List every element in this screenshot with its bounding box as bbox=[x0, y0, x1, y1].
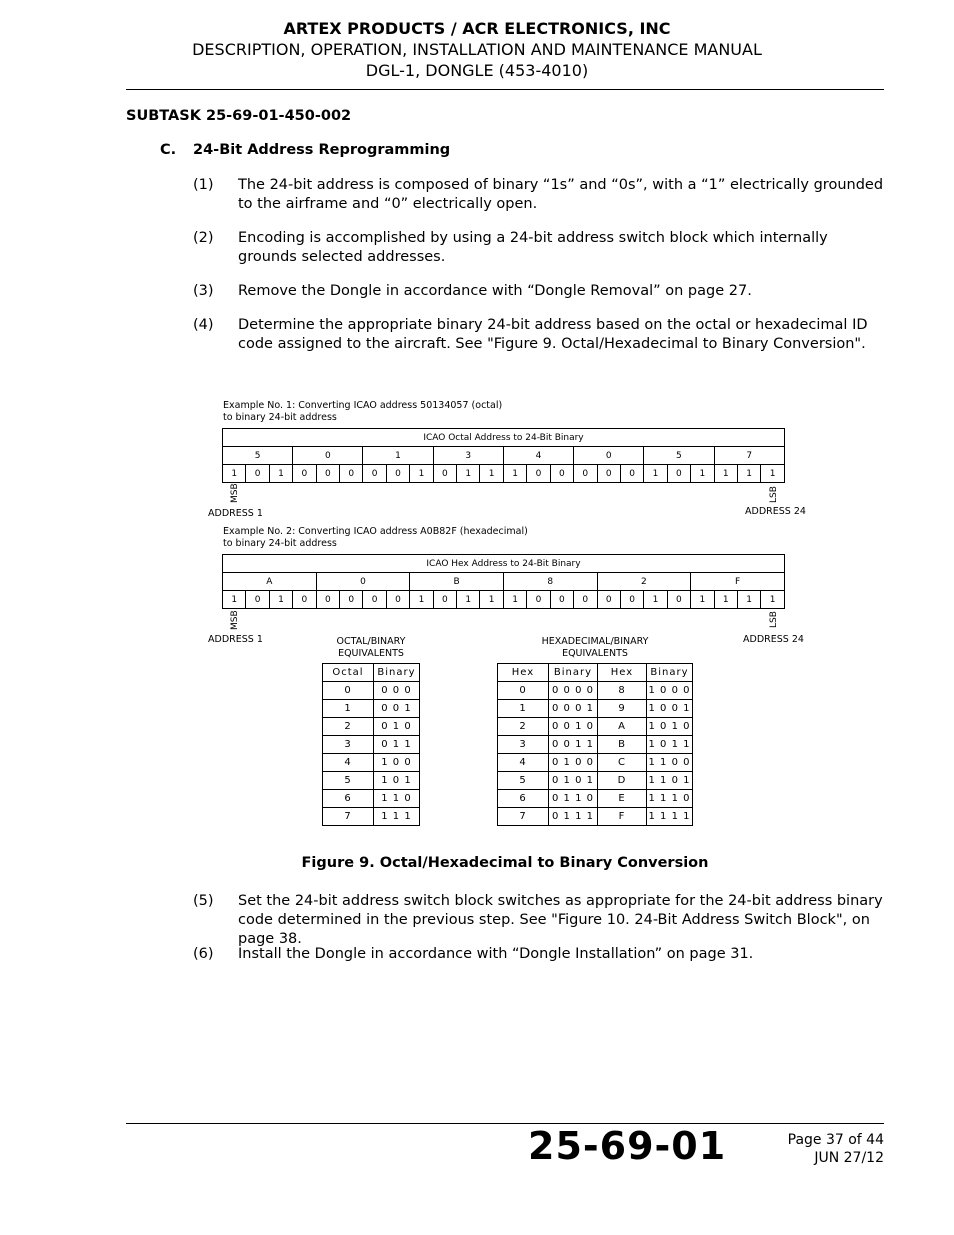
octal-header: Octal bbox=[323, 664, 374, 682]
binary-value: 0 0 1 bbox=[374, 700, 420, 718]
hex-equivalents-title: HEXADECIMAL/BINARY EQUIVALENTS bbox=[541, 636, 649, 659]
bit-cell: 0 bbox=[363, 591, 386, 609]
hex-value: B bbox=[598, 736, 647, 754]
hex-value: 0 bbox=[498, 682, 549, 700]
hex-bit-row bbox=[223, 591, 785, 609]
address-digit-cell: 7 bbox=[714, 447, 784, 465]
binary-value: 0 1 0 bbox=[374, 718, 420, 736]
bit-cell: 0 bbox=[386, 465, 409, 483]
example2-caption: Example No. 2: Converting ICAO address A0B82F (hexadecimal) to binary 24-bit address bbox=[223, 526, 528, 549]
bit-cell: 0 bbox=[340, 465, 363, 483]
binary-value: 1 1 0 0 bbox=[647, 754, 693, 772]
hex-value: 5 bbox=[498, 772, 549, 790]
octal-value: 0 bbox=[323, 682, 374, 700]
binary-value: 1 1 1 0 bbox=[647, 790, 693, 808]
step-number: (6) bbox=[193, 946, 214, 962]
section-title: 24-Bit Address Reprogramming bbox=[193, 142, 451, 158]
table-row bbox=[498, 790, 693, 808]
address-24-label: ADDRESS 24 bbox=[745, 506, 806, 517]
octal-equivalents-title: OCTAL/BINARY EQUIVALENTS bbox=[336, 636, 406, 659]
address-digit-cell: 4 bbox=[503, 447, 573, 465]
address-digit-cell: 8 bbox=[503, 573, 597, 591]
bit-cell: 1 bbox=[410, 465, 433, 483]
bit-cell: 0 bbox=[316, 465, 339, 483]
octal-value: 4 bbox=[323, 754, 374, 772]
header-manual: DESCRIPTION, OPERATION, INSTALLATION AND MAINTENANCE MANUAL bbox=[192, 40, 762, 59]
binary-value: 0 1 1 bbox=[374, 736, 420, 754]
bit-cell: 1 bbox=[644, 465, 667, 483]
footer-chapter-code: 25-69-01 bbox=[528, 1124, 727, 1168]
address-1-label: ADDRESS 1 bbox=[208, 634, 263, 645]
address-digit-cell: 3 bbox=[433, 447, 503, 465]
table-row bbox=[498, 736, 693, 754]
table-row bbox=[323, 790, 420, 808]
step-number: (2) bbox=[193, 230, 214, 246]
bit-cell: 1 bbox=[714, 591, 737, 609]
octal-bit-row bbox=[223, 465, 785, 483]
hex-conversion-table bbox=[222, 554, 785, 609]
step-text: Remove the Dongle in accordance with “Dongle Removal” on page 27. bbox=[238, 283, 752, 299]
bit-cell: 1 bbox=[503, 465, 526, 483]
bit-cell: 0 bbox=[293, 465, 316, 483]
bit-cell: 0 bbox=[574, 591, 597, 609]
section-letter: C. bbox=[160, 142, 177, 158]
table-row bbox=[498, 772, 693, 790]
bit-cell: 0 bbox=[667, 465, 690, 483]
example1-caption: Example No. 1: Converting ICAO address 50134057 (octal) to binary 24-bit address bbox=[223, 400, 503, 423]
binary-header: Binary bbox=[647, 664, 693, 682]
address-24-label: ADDRESS 24 bbox=[743, 634, 804, 645]
hex-equivalents-table bbox=[497, 663, 693, 826]
binary-value: 0 0 0 1 bbox=[549, 700, 598, 718]
msb-label: MSB bbox=[230, 610, 240, 630]
binary-value: 1 1 0 1 bbox=[647, 772, 693, 790]
binary-value: 0 0 1 1 bbox=[549, 736, 598, 754]
hex-value: C bbox=[598, 754, 647, 772]
binary-value: 1 0 1 0 bbox=[647, 718, 693, 736]
step-text: The 24-bit address is composed of binary “1s” and “0s”, with a “1” electrically grounded to the airframe and “0” electrically open. bbox=[238, 177, 884, 212]
msb-label: MSB bbox=[230, 483, 240, 503]
step-number: (5) bbox=[193, 893, 214, 909]
header-rule bbox=[126, 89, 884, 90]
bit-cell: 0 bbox=[433, 465, 456, 483]
binary-value: 0 1 1 1 bbox=[549, 808, 598, 826]
table-row bbox=[323, 736, 420, 754]
binary-header: Binary bbox=[549, 664, 598, 682]
bit-cell: 1 bbox=[761, 591, 785, 609]
step-text: Encoding is accomplished by using a 24-bit address switch block which internally grounds selected addresses. bbox=[238, 230, 828, 265]
octal-value: 3 bbox=[323, 736, 374, 754]
hex-header: Hex bbox=[598, 664, 647, 682]
bit-cell: 1 bbox=[269, 465, 292, 483]
bit-cell: 0 bbox=[620, 591, 643, 609]
hex-value: A bbox=[598, 718, 647, 736]
bit-cell: 1 bbox=[480, 591, 503, 609]
bit-cell: 0 bbox=[597, 465, 620, 483]
hex-value: D bbox=[598, 772, 647, 790]
step-text: Determine the appropriate binary 24-bit address based on the octal or hexadecimal ID code assigned to the aircraft. See "Figure 9. Octal/Hexadecimal to Binary Conversion". bbox=[238, 317, 868, 352]
address-1-label: ADDRESS 1 bbox=[208, 508, 263, 519]
bit-cell: 0 bbox=[527, 591, 550, 609]
bit-cell: 1 bbox=[410, 591, 433, 609]
address-digit-cell: 0 bbox=[293, 447, 363, 465]
footer-date: JUN 27/12 bbox=[814, 1150, 884, 1166]
step-text: Install the Dongle in accordance with “Dongle Installation” on page 31. bbox=[238, 946, 754, 962]
binary-value: 0 1 0 1 bbox=[549, 772, 598, 790]
octal-table-title: ICAO Octal Address to 24-Bit Binary bbox=[223, 429, 785, 447]
footer-page: Page 37 of 44 bbox=[787, 1132, 884, 1148]
table-row bbox=[498, 682, 693, 700]
hex-value: 2 bbox=[498, 718, 549, 736]
bit-cell: 0 bbox=[293, 591, 316, 609]
octal-value: 1 bbox=[323, 700, 374, 718]
address-digit-cell: 5 bbox=[223, 447, 293, 465]
address-digit-cell: F bbox=[691, 573, 785, 591]
bit-cell: 1 bbox=[457, 465, 480, 483]
table-row bbox=[498, 700, 693, 718]
bit-cell: 1 bbox=[714, 465, 737, 483]
step-text: Set the 24-bit address switch block switches as appropriate for the 24-bit address binary code determined in the previous step. See "Figure 10. 24-Bit Address Switch Block", on page 38. bbox=[238, 893, 883, 947]
octal-equivalents-table bbox=[322, 663, 420, 826]
bit-cell: 0 bbox=[246, 591, 269, 609]
bit-cell: 1 bbox=[761, 465, 785, 483]
bit-cell: 1 bbox=[457, 591, 480, 609]
bit-cell: 0 bbox=[550, 591, 573, 609]
bit-cell: 1 bbox=[269, 591, 292, 609]
bit-cell: 0 bbox=[316, 591, 339, 609]
octal-conversion-table bbox=[222, 428, 785, 483]
table-row bbox=[498, 754, 693, 772]
binary-value: 1 0 0 0 bbox=[647, 682, 693, 700]
binary-value: 1 1 1 bbox=[374, 808, 420, 826]
bit-cell: 1 bbox=[737, 591, 760, 609]
bit-cell: 1 bbox=[223, 465, 246, 483]
binary-header: Binary bbox=[374, 664, 420, 682]
octal-value: 6 bbox=[323, 790, 374, 808]
bit-cell: 1 bbox=[691, 465, 714, 483]
bit-cell: 0 bbox=[620, 465, 643, 483]
bit-cell: 0 bbox=[246, 465, 269, 483]
table-row bbox=[323, 700, 420, 718]
step-number: (1) bbox=[193, 177, 214, 193]
table-row bbox=[323, 682, 420, 700]
bit-cell: 1 bbox=[644, 591, 667, 609]
bit-cell: 1 bbox=[480, 465, 503, 483]
binary-value: 1 0 1 bbox=[374, 772, 420, 790]
step-number: (3) bbox=[193, 283, 214, 299]
hex-value: 1 bbox=[498, 700, 549, 718]
hex-value: 4 bbox=[498, 754, 549, 772]
table-row bbox=[323, 718, 420, 736]
hex-value: E bbox=[598, 790, 647, 808]
hex-header: Hex bbox=[498, 664, 549, 682]
octal-value: 7 bbox=[323, 808, 374, 826]
address-digit-cell: 5 bbox=[644, 447, 714, 465]
header-company: ARTEX PRODUCTS / ACR ELECTRONICS, INC bbox=[283, 19, 671, 38]
address-digit-cell: A bbox=[223, 573, 317, 591]
octal-value: 5 bbox=[323, 772, 374, 790]
hex-value: 3 bbox=[498, 736, 549, 754]
binary-value: 1 1 1 1 bbox=[647, 808, 693, 826]
octal-value: 2 bbox=[323, 718, 374, 736]
binary-value: 1 1 0 bbox=[374, 790, 420, 808]
octal-digit-row bbox=[223, 447, 785, 465]
bit-cell: 1 bbox=[737, 465, 760, 483]
lsb-label: LSB bbox=[769, 611, 779, 628]
hex-table-title: ICAO Hex Address to 24-Bit Binary bbox=[223, 555, 785, 573]
bit-cell: 0 bbox=[667, 591, 690, 609]
binary-value: 1 0 0 bbox=[374, 754, 420, 772]
binary-value: 1 0 1 1 bbox=[647, 736, 693, 754]
table-row bbox=[323, 754, 420, 772]
table-row bbox=[498, 808, 693, 826]
address-digit-cell: 0 bbox=[574, 447, 644, 465]
lsb-label: LSB bbox=[769, 486, 779, 503]
address-digit-cell: B bbox=[410, 573, 504, 591]
bit-cell: 0 bbox=[386, 591, 409, 609]
footer-rule bbox=[126, 1123, 884, 1124]
address-digit-cell: 1 bbox=[363, 447, 433, 465]
address-digit-cell: 2 bbox=[597, 573, 691, 591]
hex-value: 6 bbox=[498, 790, 549, 808]
bit-cell: 0 bbox=[597, 591, 620, 609]
binary-value: 0 0 0 0 bbox=[549, 682, 598, 700]
hex-digit-row bbox=[223, 573, 785, 591]
bit-cell: 0 bbox=[363, 465, 386, 483]
bit-cell: 1 bbox=[691, 591, 714, 609]
bit-cell: 1 bbox=[503, 591, 526, 609]
binary-value: 1 0 0 1 bbox=[647, 700, 693, 718]
hex-value: 7 bbox=[498, 808, 549, 826]
hex-value: 8 bbox=[598, 682, 647, 700]
bit-cell: 0 bbox=[550, 465, 573, 483]
table-row bbox=[323, 808, 420, 826]
subtask-heading: SUBTASK 25-69-01-450-002 bbox=[126, 108, 352, 124]
bit-cell: 0 bbox=[433, 591, 456, 609]
binary-value: 0 0 0 bbox=[374, 682, 420, 700]
binary-value: 0 0 1 0 bbox=[549, 718, 598, 736]
table-row bbox=[498, 718, 693, 736]
bit-cell: 1 bbox=[223, 591, 246, 609]
address-digit-cell: 0 bbox=[316, 573, 410, 591]
header-product: DGL-1, DONGLE (453-4010) bbox=[365, 61, 589, 80]
step-number: (4) bbox=[193, 317, 214, 333]
bit-cell: 0 bbox=[574, 465, 597, 483]
binary-value: 0 1 1 0 bbox=[549, 790, 598, 808]
bit-cell: 0 bbox=[527, 465, 550, 483]
hex-value: 9 bbox=[598, 700, 647, 718]
figure-caption: Figure 9. Octal/Hexadecimal to Binary Conversion bbox=[301, 855, 709, 871]
hex-value: F bbox=[598, 808, 647, 826]
table-row bbox=[323, 772, 420, 790]
bit-cell: 0 bbox=[340, 591, 363, 609]
binary-value: 0 1 0 0 bbox=[549, 754, 598, 772]
